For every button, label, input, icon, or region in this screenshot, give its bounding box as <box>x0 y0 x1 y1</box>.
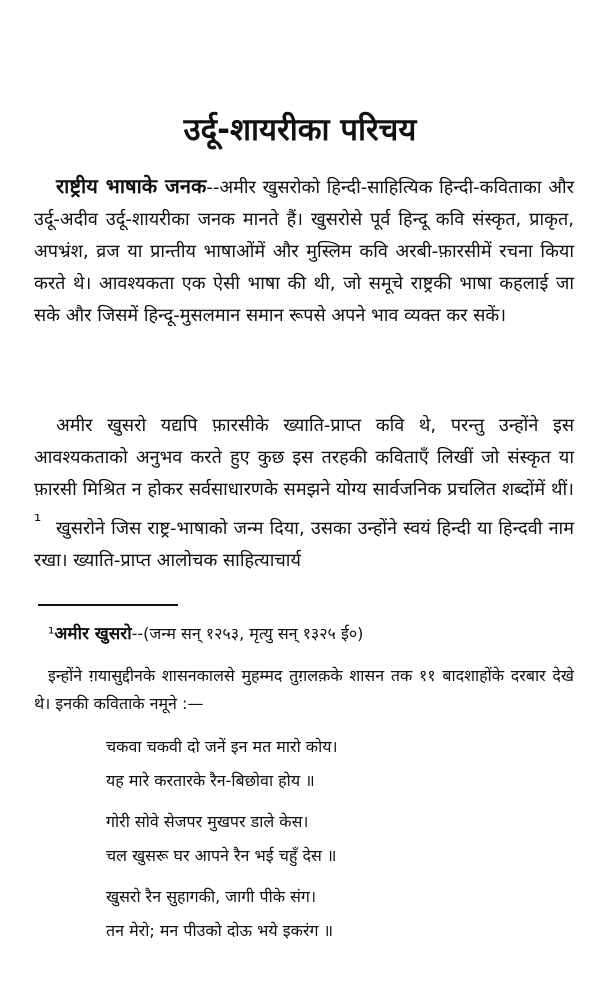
paragraph-khusro-hindavi: खुसरोने जिस राष्ट्र-भाषाको जन्म दिया, उसका उन्होंने स्वयं हिन्दी या हिन्दवी नाम रखा। ख्याति-प्राप्त आलोचक साहित्याचार्य <box>34 518 574 571</box>
footnote-marker: ¹ <box>48 624 55 643</box>
poem-line: चकवा चकवी दो जनें इन मत मारो कोय। <box>106 737 338 756</box>
paragraph-text: --अमीर खुसरोको हिन्दी-साहित्यिक हिन्दी-कविताका और उर्दू-अदीव उर्दू-शायरीका जनक मानते हैं। खुसरोसे पूर्व हिन्दू कवि संस्कृत, प्राकृत, अपभ्रंश, व्रज या प्रान्तीय भाषाओंमें और मुस्लिम कवि अरबी-फ़ारसीमें रचना किया करते थे। आवश्यकता एक ऐसी भाषा की थी, जो समूचे राष्ट्रकी भाषा कहलाई जा सके और जिसमें हिन्दू-मुसलमान समान रूपसे अपने भाव व्यक्त कर सकें। <box>34 177 575 326</box>
poem-line: यह मारे करतारके रैन-बिछोवा होय ॥ <box>106 771 315 790</box>
footnote-divider <box>38 604 178 606</box>
poem-line: खुसरो रैन सुहागकी, जागी पीके संग। <box>106 887 317 906</box>
footnote-heading-line <box>34 620 574 648</box>
poem-line: गोरी सोवे सेजपर मुखपर डाले केस। <box>106 812 309 831</box>
footnote-text: इन्होंने ग़यासुद्दीनके शासनकालसे मुहम्मद तुग़लक़के शासन तक ११ बादशाहोंके दरबार देखे थे। इनकी कविताके नमूने :— <box>34 666 574 713</box>
footnote-dates: --(जन्म सन् १२५३, मृत्यु सन् १३२५ ई०) <box>131 624 364 643</box>
page-title: उर्दू-शायरीका परिचय <box>183 112 417 148</box>
poem-verses <box>106 730 546 948</box>
paragraph-rashtriya-bhasha <box>34 170 574 332</box>
poem-line: चल खुसरू घर आपने रैन भई चहुँ देस ॥ <box>106 846 337 865</box>
footnote-heading: अमीर खुसरो <box>54 624 132 644</box>
poem-line: तन मेरो; मन पीउको दोऊ भये इकरंग ॥ <box>106 921 334 940</box>
paragraph-amir-khusro: अमीर खुसरो यद्यपि फ़ारसीके ख्याति-प्राप्त कवि थे, परन्तु उन्होंने इस आवश्यकताको अनुभव करते हुए कुछ इस तरहकी कविताएँ लिखीं जो संस्कृत या फ़ारसी मिश्रित न होकर सर्वसाधारणके समझने योग्य सार्वजनिक प्रचलित शब्दोंमें थीं।¹ <box>34 415 574 532</box>
paragraph-lead-heading: राष्ट्रीय भाषाके जनक <box>56 174 207 198</box>
